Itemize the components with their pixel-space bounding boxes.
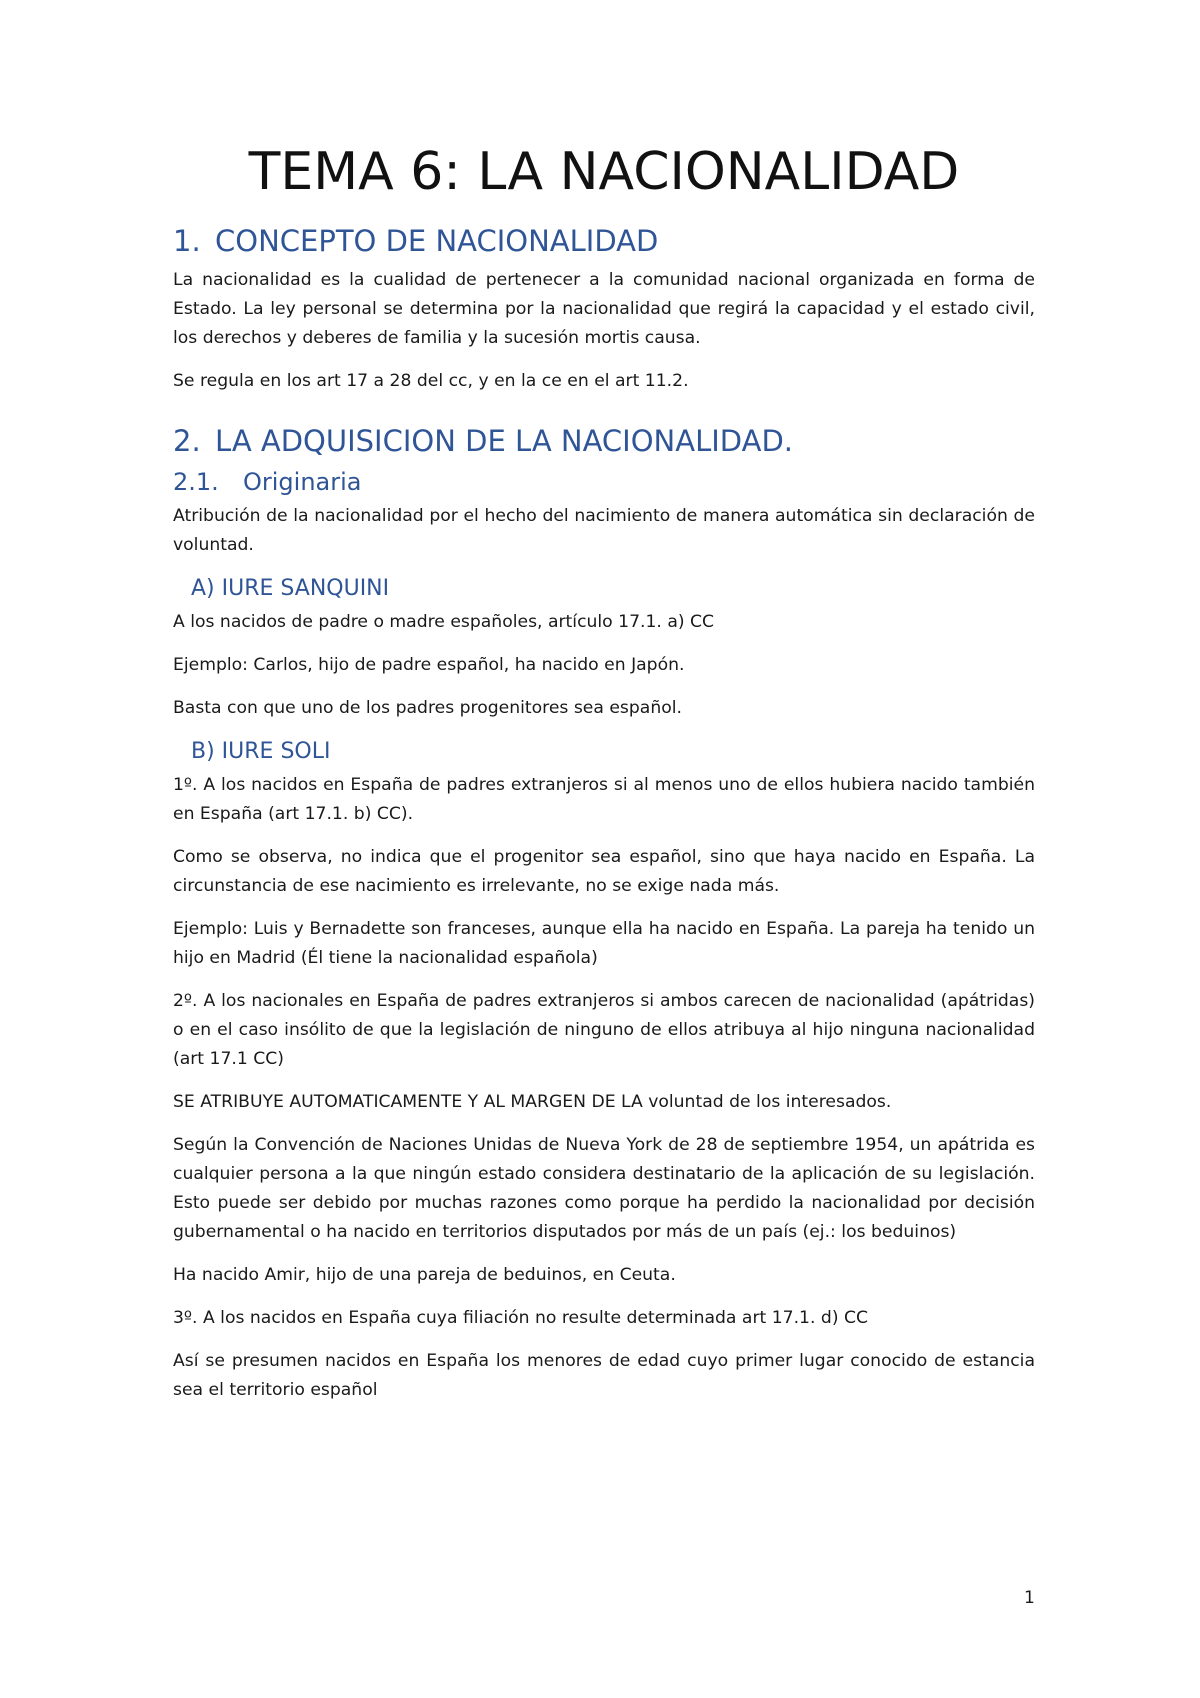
section-1-heading [173,222,1035,260]
page-number: 1 [1024,1588,1035,1608]
section-2-heading [173,422,1035,460]
subsection-2-1-title: Originaria [243,468,362,496]
subheading-iure-soli: B) IURE SOLI [191,739,331,764]
paragraph: Atribución de la nacionalidad por el hecho del nacimiento de manera automática sin declaración de voluntad. [173,506,1035,555]
document-title: TEMA 6: LA NACIONALIDAD [248,142,960,202]
section-1-number: 1. [173,224,201,258]
paragraph: Ejemplo: Luis y Bernadette son franceses, aunque ella ha nacido en España. La pareja ha tenido un hijo en Madrid (Él tiene la nacionalidad española) [173,919,1035,968]
paragraph: La nacionalidad es la cualidad de pertenecer a la comunidad nacional organizada en forma de Estado. La ley personal se determina por la nacionalidad que regirá la capacidad y el estado civil, los derechos y deberes de familia y la sucesión mortis causa. [173,270,1035,348]
paragraph: Así se presumen nacidos en España los menores de edad cuyo primer lugar conocido de estancia sea el territorio español [173,1351,1035,1400]
section-1-title: CONCEPTO DE NACIONALIDAD [215,224,659,258]
paragraph: Como se observa, no indica que el progenitor sea español, sino que haya nacido en España. La circunstancia de ese nacimiento es irrelevante, no se exige nada más. [173,847,1035,896]
section-2-number: 2. [173,424,201,458]
paragraph: 1º. A los nacidos en España de padres extranjeros si al menos uno de ellos hubiera nacido también en España (art 17.1. b) CC). [173,775,1035,824]
paragraph: 2º. A los nacionales en España de padres extranjeros si ambos carecen de nacionalidad (apátridas) o en el caso insólito de que la legislación de ninguno de ellos atribuya al hijo ninguna nacionalidad (art 17.1 CC) [173,991,1035,1069]
paragraph: Se regula en los art 17 a 28 del cc, y en la ce en el art 11.2. [173,371,689,391]
subsection-2-1-heading [173,466,1035,498]
paragraph: SE ATRIBUYE AUTOMATICAMENTE Y AL MARGEN DE LA voluntad de los interesados. [173,1092,892,1112]
section-2-title: LA ADQUISICION DE LA NACIONALIDAD. [215,424,794,458]
paragraph: Según la Convención de Naciones Unidas de Nueva York de 28 de septiembre 1954, un apátrida es cualquier persona a la que ningún estado considera destinatario de la aplicación de su legislación. Esto puede ser debido por muchas razones como porque ha perdido la nacionalidad por decisión gubernamental o ha nacido en territorios disputados por más de un país (ej.: los beduinos) [173,1135,1035,1242]
paragraph: 3º. A los nacidos en España cuya filiación no resulte determinada art 17.1. d) CC [173,1308,869,1328]
paragraph: Ha nacido Amir, hijo de una pareja de beduinos, en Ceuta. [173,1265,676,1285]
paragraph: Ejemplo: Carlos, hijo de padre español, ha nacido en Japón. [173,655,685,675]
paragraph: A los nacidos de padre o madre españoles, artículo 17.1. a) CC [173,612,715,632]
subheading-iure-sanquini: A) IURE SANQUINI [191,576,390,601]
subsection-2-1-number: 2.1. [173,468,219,496]
paragraph: Basta con que uno de los padres progenitores sea español. [173,698,682,718]
page-content [173,140,1035,1419]
